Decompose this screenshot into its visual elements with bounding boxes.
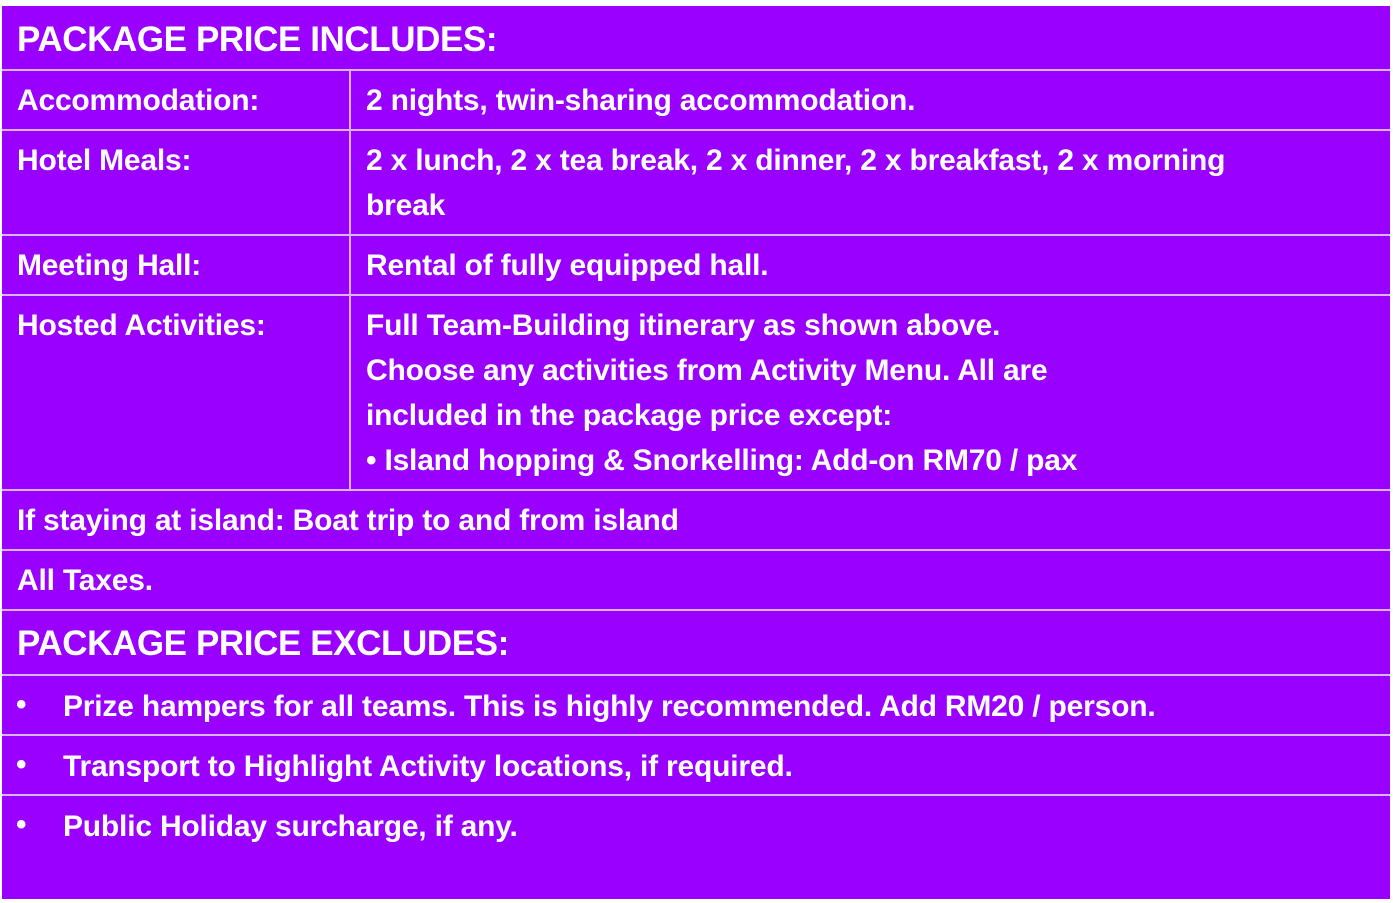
row-value-line: Choose any activities from Activity Menu. All are: [366, 354, 1048, 387]
row-label: Hosted Activities:: [17, 309, 266, 342]
row-label: Hotel Meals:: [17, 144, 192, 177]
excludes-item: [2, 676, 1390, 734]
package-price-table: [2, 6, 1390, 899]
excludes-item: [2, 736, 1390, 794]
row-value: Rental of fully equipped hall.: [366, 249, 769, 282]
excludes-heading: PACKAGE PRICE EXCLUDES:: [17, 624, 509, 663]
excludes-item-text: Prize hampers for all teams. This is highly recommended. Add RM20 / person.: [63, 690, 1156, 723]
includes-row-taxes: [2, 551, 1390, 609]
row-value: 2 nights, twin-sharing accommodation.: [366, 84, 916, 117]
excludes-item-text: Public Holiday surcharge, if any.: [63, 810, 518, 843]
row-label: Meeting Hall:: [17, 249, 202, 282]
bullet: •: [16, 748, 27, 781]
row-text: All Taxes.: [17, 564, 153, 597]
column-divider: [349, 69, 351, 491]
row-text: If staying at island: Boat trip to and from island: [17, 504, 679, 537]
includes-row-boat-trip: [2, 491, 1390, 549]
row-value-line: 2 x lunch, 2 x tea break, 2 x dinner, 2 x breakfast, 2 x morning: [366, 144, 1226, 177]
includes-row-hosted-activities: [2, 296, 1390, 489]
includes-row-hotel-meals: [2, 131, 1390, 234]
bullet: •: [16, 688, 27, 721]
row-label: Accommodation:: [17, 84, 260, 117]
row-value-line: included in the package price except:: [366, 399, 893, 432]
row-value-line: break: [366, 189, 446, 222]
excludes-item: [2, 796, 1390, 899]
bullet: •: [16, 808, 27, 841]
divider: [2, 609, 1390, 611]
includes-row-meeting-hall: [2, 236, 1390, 294]
includes-heading: PACKAGE PRICE INCLUDES:: [17, 20, 498, 59]
row-value-line: Full Team-Building itinerary as shown above.: [366, 309, 1001, 342]
row-value-line: • Island hopping & Snorkelling: Add-on RM70 / pax: [366, 444, 1078, 477]
includes-row-accommodation: [2, 71, 1390, 129]
excludes-item-text: Transport to Highlight Activity locations, if required.: [63, 750, 793, 783]
